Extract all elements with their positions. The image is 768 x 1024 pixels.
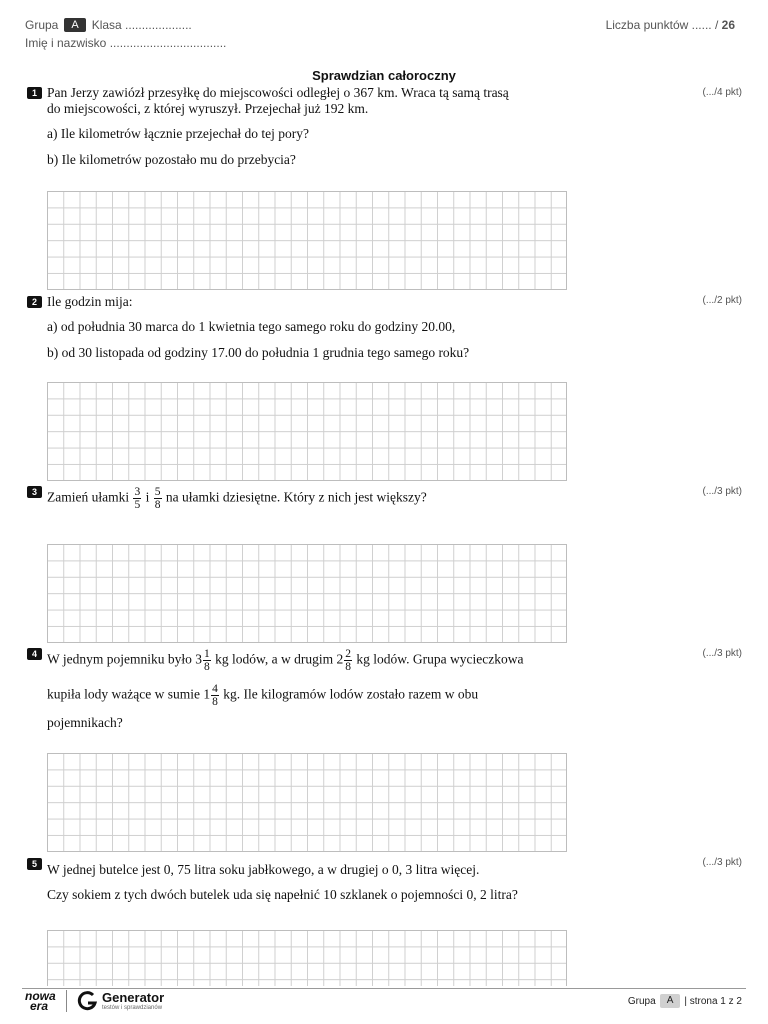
task-3-pre: Zamień ułamki: [47, 489, 130, 505]
points-total: 26: [721, 18, 735, 32]
task-points-2: (.../2 pkt): [702, 295, 742, 306]
fraction-numerator: 2: [345, 648, 351, 660]
fraction-numerator: 5: [154, 486, 161, 498]
logo-nowa: nowa: [25, 989, 56, 1003]
task-number-1: 1: [27, 87, 42, 99]
nowa-era-logo: [25, 991, 59, 1013]
fraction-4-8: [211, 683, 219, 708]
task-points-5: (.../3 pkt): [702, 857, 742, 868]
fraction-denominator: 8: [212, 696, 218, 708]
name-field: Imię i nazwisko ...................................: [25, 36, 227, 50]
class-field: Klasa ....................: [91, 18, 192, 32]
generator-subtitle: testów i sprawdzianów: [102, 1005, 163, 1011]
task-4-s3: kg lodów. Grupa wycieczkowa: [356, 651, 524, 667]
answer-grid-4[interactable]: [47, 753, 567, 852]
generator-logo: [76, 991, 98, 1016]
fraction-denominator: 8: [154, 499, 161, 511]
task-4-text-line2: [47, 683, 478, 708]
fraction-1-8: [203, 648, 211, 673]
answer-grid-2[interactable]: [47, 382, 567, 481]
task-4-s2: kg lodów, a w drugim 2: [215, 651, 344, 667]
generator-icon: [76, 991, 98, 1011]
fraction-numerator: 4: [212, 683, 218, 695]
points-field: [606, 18, 735, 32]
fraction-2-8: [344, 648, 352, 673]
answer-grid-1[interactable]: [47, 191, 567, 290]
fraction-denominator: 8: [345, 661, 351, 673]
generator-text: [102, 990, 164, 1011]
task-number-2: 2: [27, 296, 42, 308]
task-1-question-b: b) Ile kilometrów pozostało mu do przebycia?: [47, 152, 296, 167]
task-1-text-line2: do miejscowości, z której wyruszył. Przejechał już 192 km.: [47, 101, 369, 116]
task-points-3: (.../3 pkt): [702, 486, 742, 497]
task-5-text-line1: W jednej butelce jest 0, 75 litra soku jabłkowego, a w drugiej o 0, 3 litra więcej.: [47, 862, 480, 877]
generator-title: Generator: [102, 990, 165, 1005]
task-points-4: (.../3 pkt): [702, 648, 742, 659]
task-4-s5: kg. Ile kilogramów lodów zostało razem w obu: [223, 686, 479, 702]
page-title: Sprawdzian całoroczny: [312, 68, 456, 83]
task-1-question-a: a) Ile kilometrów łącznie przejechał do tej pory?: [47, 126, 309, 141]
task-number-5: 5: [27, 858, 42, 870]
logo-separator: [66, 990, 67, 1012]
fraction-denominator: 5: [134, 499, 141, 511]
task-points-1: (.../4 pkt): [702, 87, 742, 98]
fraction-5-8: [154, 486, 162, 511]
task-5-text-line2: Czy sokiem z tych dwóch butelek uda się napełnić 10 szklanek o pojemności 0, 2 litra?: [47, 887, 518, 902]
answer-grid-5[interactable]: [47, 930, 567, 986]
footer-group-badge: A: [660, 994, 681, 1008]
fraction-numerator: 1: [204, 648, 210, 660]
page-number: | strona 1 z 2: [684, 996, 742, 1007]
task-3-post: na ułamki dziesiętne. Który z nich jest większy?: [165, 489, 427, 505]
group-badge: A: [64, 18, 85, 32]
footer-page-info: [628, 994, 742, 1008]
task-4-text-line1: [47, 648, 523, 673]
task-2-question-a: a) od południa 30 marca do 1 kwietnia tego samego roku do godziny 20.00,: [47, 319, 456, 334]
task-number-4: 4: [27, 648, 42, 660]
logo-era: era: [30, 999, 49, 1013]
group-label: Grupa: [25, 18, 59, 32]
task-1-text-line1: Pan Jerzy zawiózł przesyłkę do miejscowości odległej o 367 km. Wraca tą samą trasą: [47, 85, 509, 100]
task-4-text-line3: pojemnikach?: [47, 715, 123, 730]
task-2-text: Ile godzin mija:: [47, 294, 133, 309]
task-3-mid: i: [145, 489, 150, 505]
fraction-3-5: [133, 486, 141, 511]
task-2-question-b: b) od 30 listopada od godziny 17.00 do południa 1 grudnia tego samego roku?: [47, 345, 470, 360]
fraction-denominator: 8: [204, 661, 210, 673]
points-label: Liczba punktów ...... /: [605, 18, 719, 32]
task-number-3: 3: [27, 486, 42, 498]
footer-group-label: Grupa: [627, 996, 656, 1007]
group-field: [25, 18, 192, 32]
task-3-text: [47, 486, 427, 511]
answer-grid-3[interactable]: [47, 544, 567, 643]
task-4-s4: kupiła lody ważące w sumie 1: [47, 686, 211, 702]
footer-divider: [22, 988, 746, 989]
fraction-numerator: 3: [134, 486, 141, 498]
task-4-s1: W jednym pojemniku było 3: [47, 651, 202, 667]
